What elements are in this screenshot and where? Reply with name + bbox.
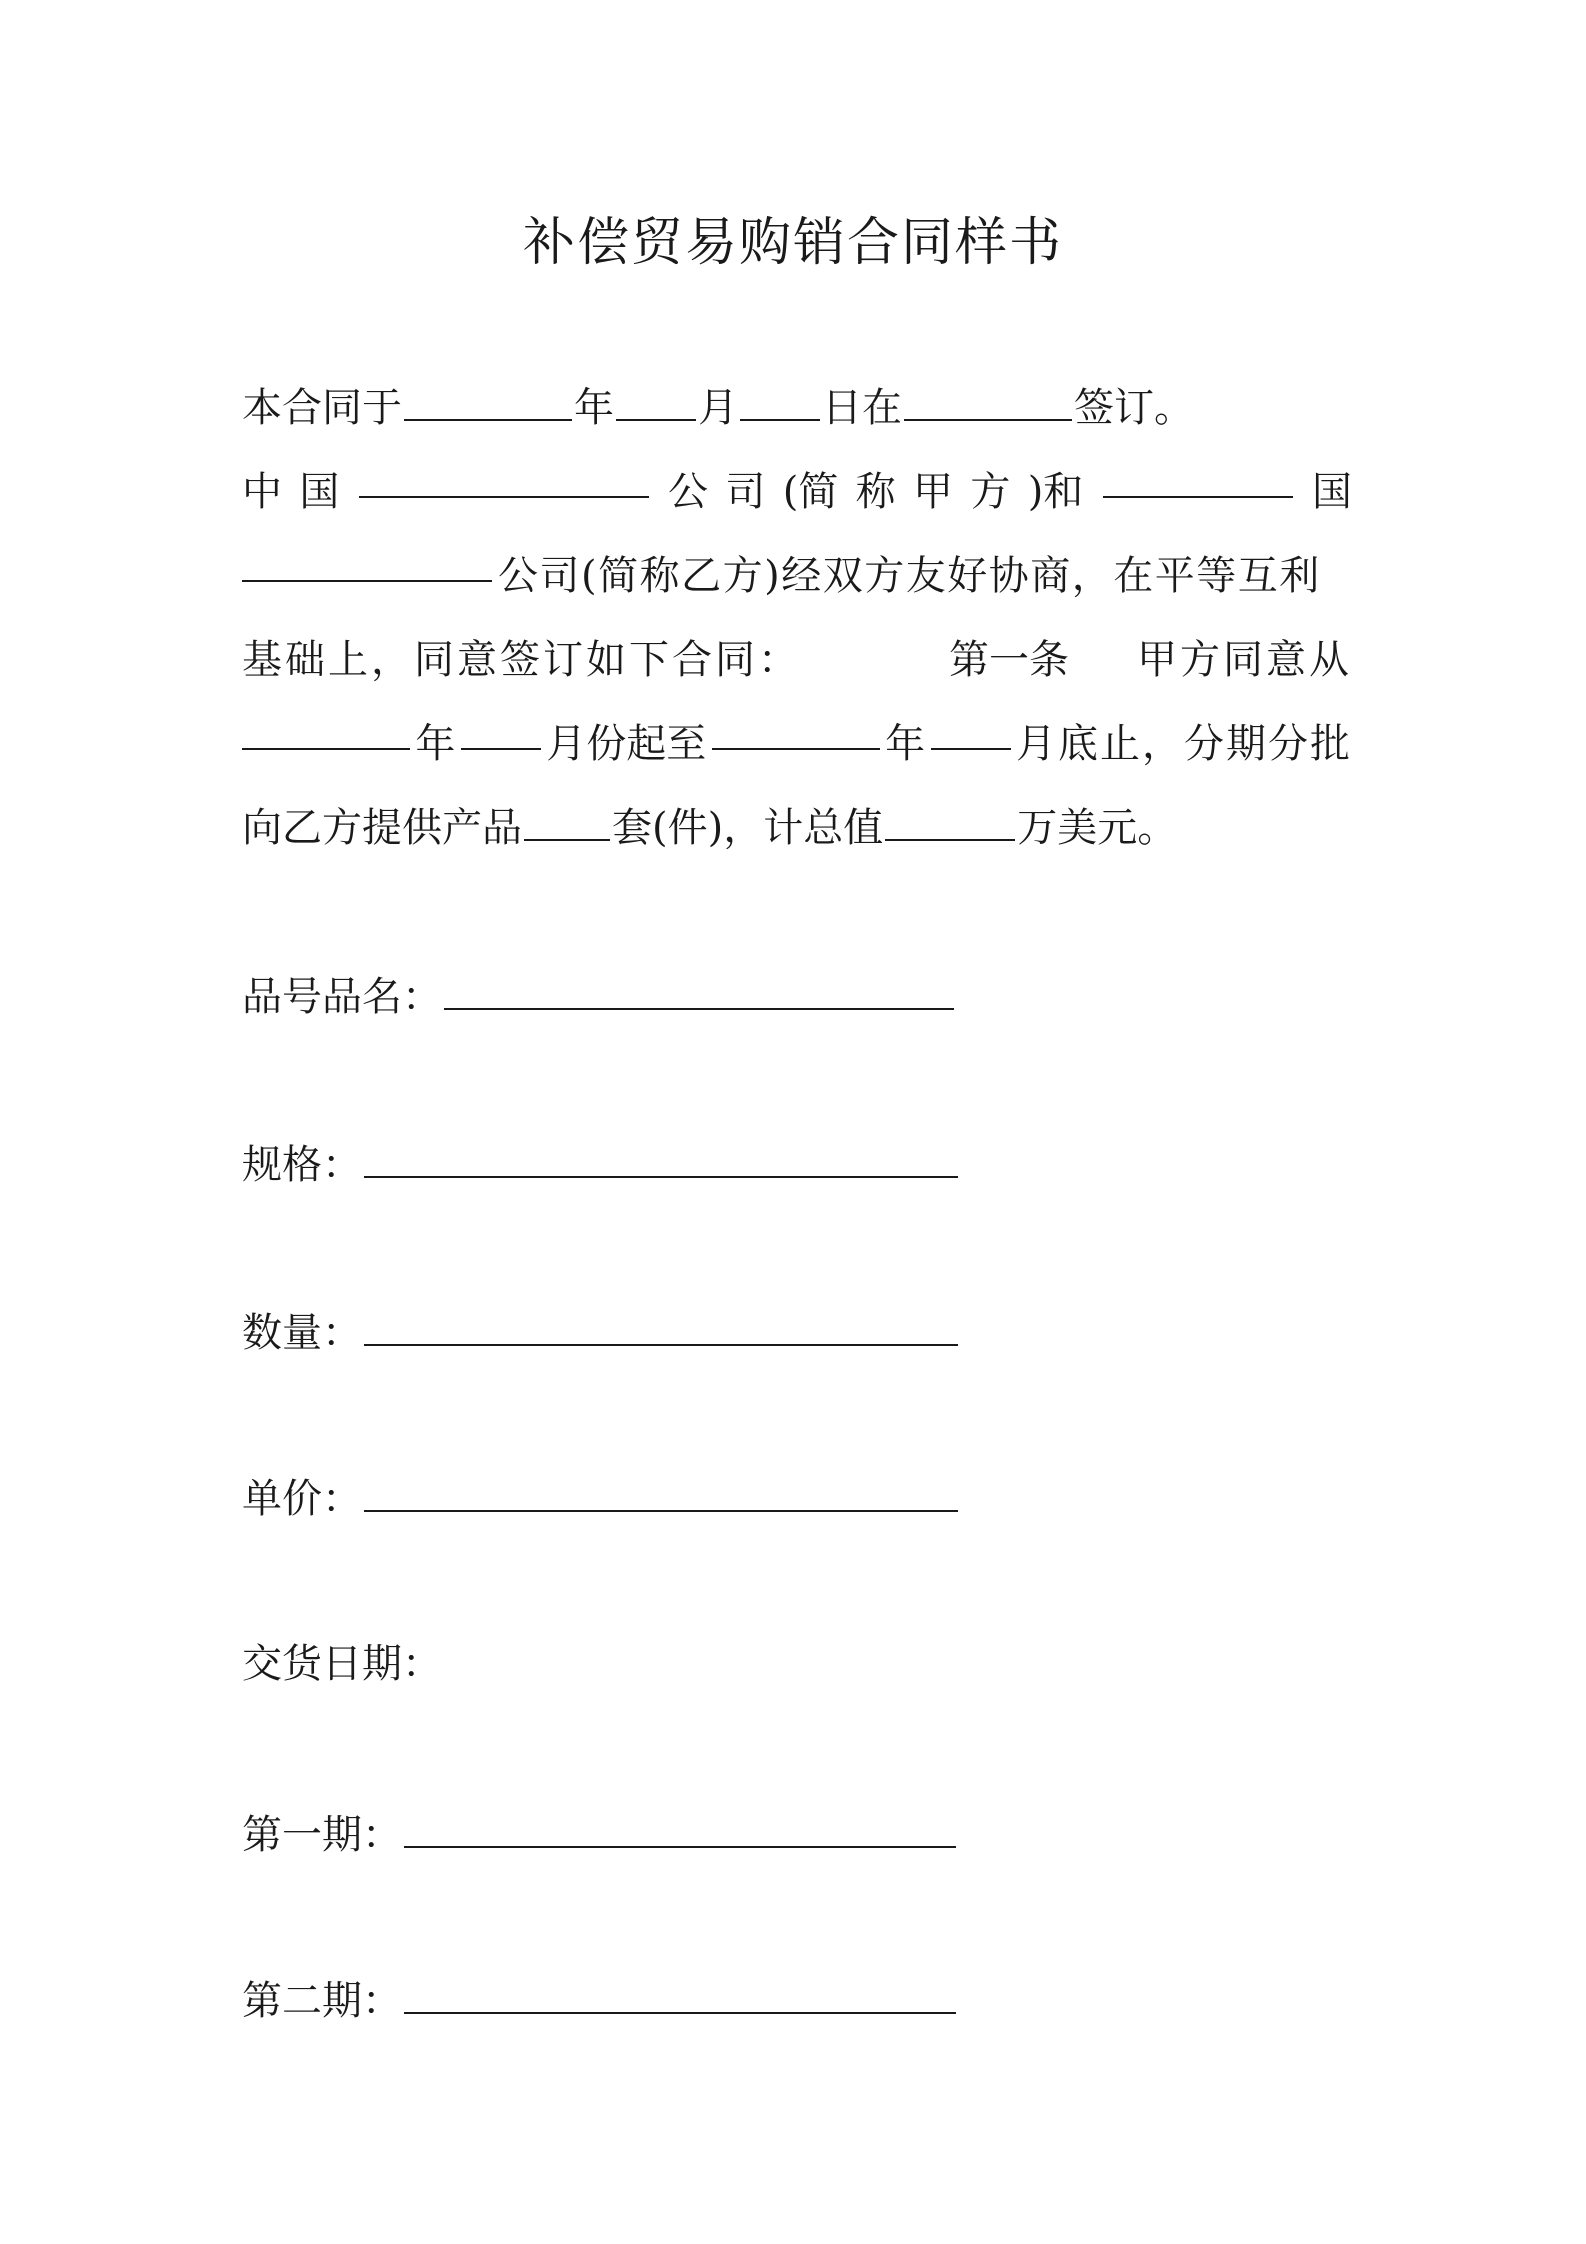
field-label: 数量： [242,1310,362,1356]
field-unit-price [242,1466,960,1529]
field-spec [242,1132,960,1195]
text-segment: 月底止，分期分批 [1015,721,1352,767]
field-delivery-date [242,1634,442,1694]
article-heading: 第一条 [949,637,1069,683]
field-label: 交货日期： [242,1641,442,1687]
preamble-line-5 [242,702,1352,786]
text-segment: 国 [1312,469,1352,515]
field-product-name [242,964,956,1027]
product-name-blank[interactable] [444,964,954,1010]
text-segment: 向乙方提供产品 [242,805,522,851]
spec-blank[interactable] [364,1132,958,1178]
field-label: 单价： [242,1476,362,1522]
text-segment: 公 [668,469,709,515]
field-phase-1 [242,1802,958,1865]
field-phase-2 [242,1968,958,2031]
text-segment: 司 [725,469,766,515]
blank-year[interactable] [404,373,572,421]
text-segment: 方 [970,469,1011,515]
blank-month[interactable] [616,373,696,421]
blank-sets[interactable] [524,793,610,841]
blank-total-value[interactable] [885,793,1015,841]
text-segment: 日在 [822,385,902,431]
preamble-line-2 [242,450,1352,534]
blank-end-year[interactable] [712,702,880,750]
field-label: 品号品名： [242,974,442,1020]
preamble-line-1 [242,366,1352,450]
blank-start-month[interactable] [461,702,541,750]
text-segment: 年 [415,721,456,767]
text-segment: 本合同于 [242,385,402,431]
unit-price-blank[interactable] [364,1466,958,1512]
field-label: 第二期： [242,1978,402,2024]
text-segment: 年 [574,385,614,431]
text-segment: 甲 [913,469,954,515]
text-segment: )和 [1027,469,1084,515]
text-segment: 签订。 [1074,385,1194,431]
blank-day[interactable] [740,373,820,421]
text-segment: 月份起至 [546,721,707,767]
text-segment: 公司(简称乙方)经双方友好协商，在平等互利 [498,553,1321,599]
text-segment: 万美元。 [1017,805,1178,851]
text-segment: 套(件)，计总值 [612,805,884,851]
field-label: 规格： [242,1142,362,1188]
preamble-line-4 [242,618,1352,702]
preamble-line-6 [242,786,1352,870]
text-segment: 国 [299,469,340,515]
text-segment: 月 [698,385,738,431]
text-segment: 中 [242,469,282,515]
blank-party-b-country[interactable] [1103,450,1293,498]
text-segment: 称 [855,469,896,515]
text-segment: 甲方同意从 [1137,637,1352,683]
document-title: 补偿贸易购销合同样书 [522,213,1063,273]
phase-1-blank[interactable] [404,1802,956,1848]
phase-2-blank[interactable] [404,1968,956,2014]
preamble-line-3 [242,534,1352,618]
field-label: 第一期： [242,1812,402,1858]
quantity-blank[interactable] [364,1300,958,1346]
blank-party-b-company[interactable] [242,534,492,582]
blank-start-year[interactable] [242,702,410,750]
blank-place[interactable] [904,373,1072,421]
field-quantity [242,1300,960,1363]
contract-preamble [242,366,1352,870]
text-segment: (简 [782,469,839,515]
blank-party-a-company[interactable] [359,450,649,498]
blank-end-month[interactable] [931,702,1011,750]
text-segment: 年 [885,721,926,767]
text-segment: 基础上，同意签订如下合同： [242,637,801,683]
